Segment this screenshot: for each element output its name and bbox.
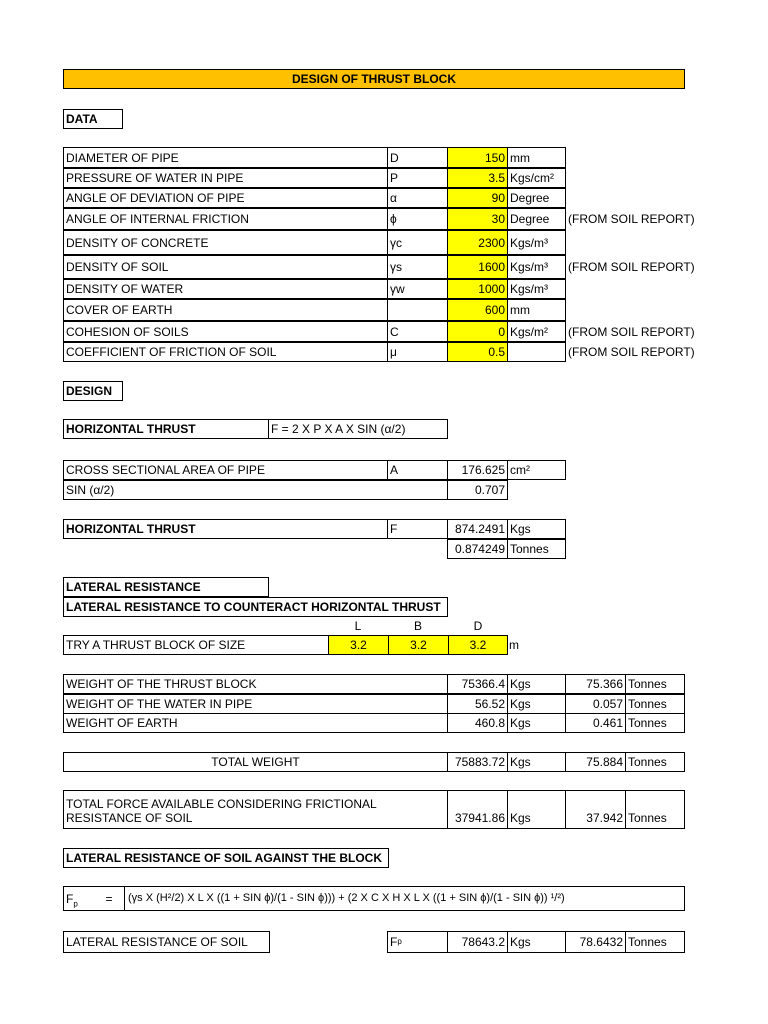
data-row-note: (FROM SOIL REPORT) (568, 345, 695, 359)
fp-symbol: $F_p$ (66, 891, 78, 908)
lateral-resistance-heading: LATERAL RESISTANCE (63, 577, 269, 597)
weight-row-tonnes-unit: Tonnes (625, 674, 685, 694)
weight-row-kgs: 75366.4 (447, 674, 508, 694)
data-row-note: (FROM SOIL REPORT) (568, 260, 695, 274)
data-row-name: ANGLE OF DEVIATION OF PIPE (63, 188, 388, 208)
data-row-unit: Kgs/cm² (507, 168, 566, 188)
data-row-value: 600 (447, 299, 508, 321)
data-row-note: (FROM SOIL REPORT) (568, 324, 695, 339)
weight-row-name: WEIGHT OF THE THRUST BLOCK (63, 674, 448, 694)
data-row-name: DIAMETER OF PIPE (63, 147, 388, 168)
area-unit: cm² (507, 460, 566, 480)
data-row-unit: Degree (507, 188, 566, 208)
dim-value-b: 3.2 (388, 635, 449, 655)
data-row-unit (507, 342, 566, 362)
data-row-unit: mm (507, 147, 566, 168)
data-row-value: 2300 (447, 230, 508, 255)
dim-value-l: 3.2 (328, 635, 389, 655)
data-row-unit: Kgs/m³ (507, 230, 566, 255)
weight-row-name: WEIGHT OF THE WATER IN PIPE (63, 694, 448, 714)
weight-row-kgs: 460.8 (447, 713, 508, 733)
total-force-label: TOTAL FORCE AVAILABLE CONSIDERING FRICTIONAL RESISTANCE OF SOIL (63, 790, 448, 829)
total-weight-tonnes: 75.884 (565, 752, 626, 772)
sin-label: SIN (α/2) (63, 480, 448, 500)
total-weight-label: TOTAL WEIGHT (63, 752, 448, 772)
dim-header-b: B (413, 619, 422, 633)
lateral-soil-tonnes-unit: Tonnes (625, 931, 685, 953)
area-label: CROSS SECTIONAL AREA OF PIPE (63, 460, 388, 480)
horizontal-thrust-tonnes: 0.874249 (447, 539, 508, 559)
fp-formula: (γs X (H²/2) X L X ((1 + SIN ϕ)/(1 - SIN ϕ))) + (2 X C X H X L X ((1 + SIN ϕ)/(1 - SIN ϕ)) ¹/²) (128, 892, 565, 904)
data-row-symbol: ϕ (387, 208, 448, 230)
total-force-kgs-unit: Kgs (507, 790, 566, 829)
weight-row-tonnes: 0.057 (565, 694, 626, 714)
horizontal-thrust-kgs-unit: Kgs (507, 519, 566, 539)
lateral-resistance-subheading: LATERAL RESISTANCE TO COUNTERACT HORIZONTAL THRUST (63, 597, 448, 617)
lateral-soil-kgs-unit: Kgs (507, 931, 566, 953)
total-weight-kgs-unit: Kgs (507, 752, 566, 772)
horizontal-thrust-heading: HORIZONTAL THRUST (63, 419, 269, 439)
data-section-label: DATA (63, 109, 123, 129)
weight-row-tonnes: 0.461 (565, 713, 626, 733)
lateral-soil-label: LATERAL RESISTANCE OF SOIL (63, 931, 270, 953)
horizontal-thrust-symbol: F (387, 519, 448, 539)
data-row-value: 30 (447, 208, 508, 230)
data-row-value: 150 (447, 147, 508, 168)
data-row-name: ANGLE OF INTERNAL FRICTION (63, 208, 388, 230)
weight-row-kgs-unit: Kgs (507, 674, 566, 694)
weight-row-kgs-unit: Kgs (507, 713, 566, 733)
data-row-name: DENSITY OF CONCRETE (63, 230, 388, 255)
horizontal-thrust-label: HORIZONTAL THRUST (63, 519, 388, 539)
data-row-name: PRESSURE OF WATER IN PIPE (63, 168, 388, 188)
data-row-value: 1000 (447, 279, 508, 299)
data-row-value: 0 (447, 321, 508, 342)
data-row-unit: Kgs/m³ (507, 279, 566, 299)
dim-value-d: 3.2 (448, 635, 508, 655)
fp-equals: = (105, 891, 113, 906)
data-row-value: 90 (447, 188, 508, 208)
horizontal-thrust-formula: F = 2 X P X A X SIN (α/2) (268, 419, 448, 439)
data-row-name: DENSITY OF SOIL (63, 255, 388, 279)
weight-row-kgs: 56.52 (447, 694, 508, 714)
weight-row-tonnes: 75.366 (565, 674, 626, 694)
lateral-soil-kgs: 78643.2 (447, 931, 508, 953)
area-symbol: A (387, 460, 448, 480)
dim-header-d: D (473, 619, 483, 633)
data-row-symbol: γc (387, 230, 448, 255)
total-force-kgs: 37941.86 (447, 790, 508, 829)
lateral-soil-heading: LATERAL RESISTANCE OF SOIL AGAINST THE BLOCK (63, 848, 389, 868)
data-row-value: 1600 (447, 255, 508, 279)
data-row-symbol: γw (387, 279, 448, 299)
lateral-soil-tonnes: 78.6432 (565, 931, 626, 953)
data-row-unit: mm (507, 299, 566, 321)
dim-header-l: L (354, 619, 362, 633)
horizontal-thrust-kgs: 874.2491 (447, 519, 508, 539)
weight-row-kgs-unit: Kgs (507, 694, 566, 714)
data-row-name: COEFFICIENT OF FRICTION OF SOIL (63, 342, 388, 362)
total-weight-kgs: 75883.72 (447, 752, 508, 772)
data-row-name: COHESION OF SOILS (63, 321, 388, 342)
sin-value: 0.707 (447, 480, 508, 500)
total-force-tonnes-unit: Tonnes (625, 790, 685, 829)
try-size-label: TRY A THRUST BLOCK OF SIZE (63, 635, 329, 655)
data-row-symbol: μ (387, 342, 448, 362)
area-value: 176.625 (447, 460, 508, 480)
total-force-tonnes: 37.942 (565, 790, 626, 829)
design-section-label: DESIGN (63, 381, 123, 401)
weight-row-tonnes-unit: Tonnes (625, 713, 685, 733)
data-row-unit: Kgs/m² (507, 321, 566, 342)
data-row-note: (FROM SOIL REPORT) (568, 212, 695, 226)
data-row-symbol: C (387, 321, 448, 342)
data-row-name: DENSITY OF WATER (63, 279, 388, 299)
data-row-unit: Degree (507, 208, 566, 230)
dim-unit: m (509, 638, 519, 652)
data-row-symbol (387, 299, 448, 321)
horizontal-thrust-tonnes-unit: Tonnes (507, 539, 566, 559)
data-row-value: 3.5 (447, 168, 508, 188)
data-row-name: COVER OF EARTH (63, 299, 388, 321)
data-row-unit: Kgs/m³ (507, 255, 566, 279)
weight-row-tonnes-unit: Tonnes (625, 694, 685, 714)
data-row-symbol: α (387, 188, 448, 208)
fp-formula-row (63, 886, 685, 911)
total-weight-tonnes-unit: Tonnes (625, 752, 685, 772)
data-row-symbol: γs (387, 255, 448, 279)
data-row-symbol: D (387, 147, 448, 168)
lateral-soil-symbol: F p (387, 931, 448, 953)
data-row-value: 0.5 (447, 342, 508, 362)
page-title: DESIGN OF THRUST BLOCK (63, 69, 685, 89)
data-row-symbol: P (387, 168, 448, 188)
weight-row-name: WEIGHT OF EARTH (63, 713, 448, 733)
